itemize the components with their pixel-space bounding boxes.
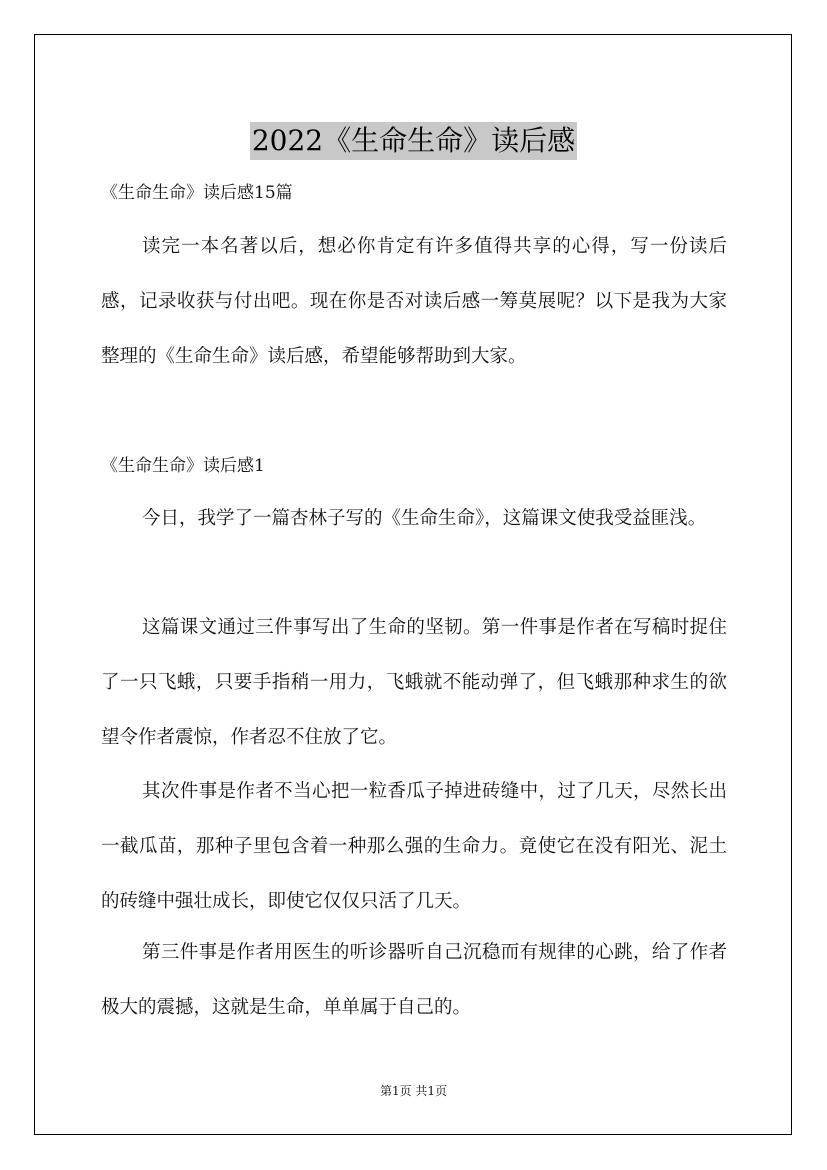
subtitle: 《生命生命》读后感15篇 [101, 183, 293, 203]
body-paragraph: 这篇课文通过三件事写出了生命的坚韧。第一件事是作者在写稿时捉住了一只飞蛾，只要手指稍一用力，飞蛾就不能动弹了，但飞蛾那种求生的欲望令作者震惊，作者忍不住放了它。 [101, 617, 727, 748]
page-footer: 第1页 共1页 [379, 1084, 448, 1098]
intro-paragraph: 读完一本名著以后，想必你肯定有许多值得共享的心得，写一份读后感，记录收获与付出吧。现在你是否对读后感一筹莫展呢？以下是我为大家整理的《生命生命》读后感，希望能够帮助到大家。 [101, 236, 727, 367]
body-paragraph: 其次件事是作者不当心把一粒香瓜子掉进砖缝中，过了几天，尽然长出一截瓜苗，那种子里包含着一种那么强的生命力。竟使它在没有阳光、泥土的砖缝中强壮成长，即使它仅仅只活了几天。 [101, 781, 727, 912]
document-title: 2022《生命生命》读后感 [250, 122, 577, 160]
title-container [0, 103, 827, 179]
section-heading: 《生命生命》读后感1 [101, 456, 265, 476]
body-paragraph: 今日，我学了一篇杏林子写的《生命生命》，这篇课文使我受益匪浅。 [142, 508, 707, 529]
body-paragraph: 第三件事是作者用医生的听诊器听自己沉稳而有规律的心跳，给了作者极大的震撼，这就是生命，单单属于自己的。 [101, 942, 727, 1018]
